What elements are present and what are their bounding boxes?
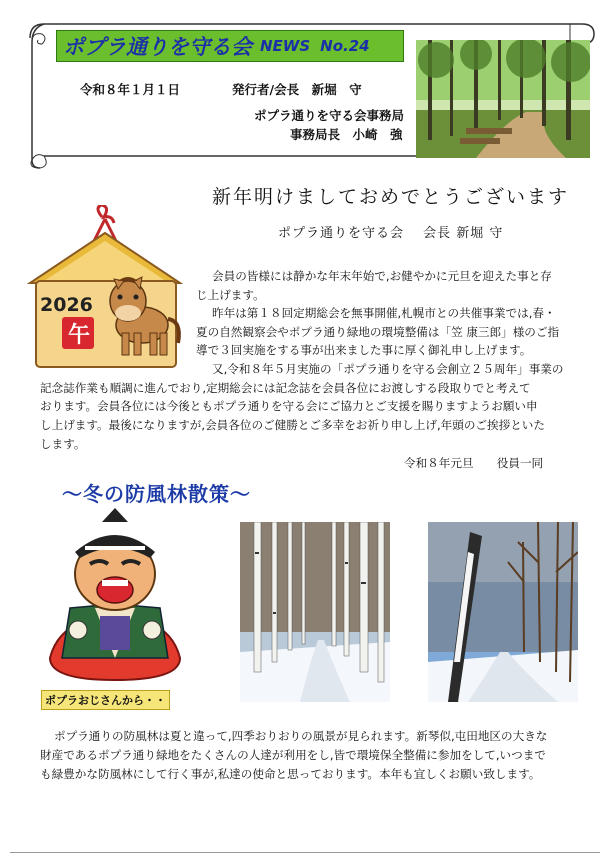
body-line: じ上げます。: [196, 288, 265, 302]
ema-zodiac: 午: [68, 323, 91, 348]
poplar-ojisan-illustration: [40, 508, 190, 688]
issue-number: No.24: [320, 37, 370, 55]
winter-birch-forest-photo: [240, 522, 390, 702]
ojisan-caption: ポプラおじさんから・・: [41, 690, 170, 710]
body-line: 記念誌作業も順調に進んでおり,定期総会には記念誌を会員各位にお渡しする段取りでと考えて: [40, 381, 531, 395]
office-name: ポプラ通りを守る会事務局: [254, 108, 405, 123]
winter-section-title: ～冬の防風林散策～: [62, 482, 251, 506]
publisher: 発行者/会長 新堀 守: [232, 82, 362, 97]
winter-text-line: ポプラ通りの防風林は夏と違って,四季おりおりの風景が見られます。新琴似,屯田地区の大きな: [54, 729, 548, 743]
body-line: 昨年は第１８回定期総会を無事開催,札幌市との共催事業では,春・: [212, 306, 556, 320]
newsletter-title-bar: [56, 30, 404, 62]
body-line: 夏の自然観察会やポプラ通り緑地の環境整備は「笠 康三郎」様のご指: [196, 325, 560, 339]
winter-forest-path-photo: [428, 522, 578, 702]
ema-year: 2026: [40, 294, 93, 316]
newsletter-news-label: NEWS: [260, 37, 311, 55]
ema-horse-illustration: [22, 205, 192, 370]
issue-date: 令和８年１月１日: [80, 82, 181, 97]
body-line: 会員の皆様には静かな年末年始で,お健やかに元旦を迎えた事と存: [212, 269, 552, 283]
winter-text-line: も緑豊かな防風林にして行く事が,私達の使命と思っております。本年も宜しくお願い致します。: [40, 767, 541, 781]
greeting-title: 新年明けましておめでとうございます: [212, 186, 570, 208]
forest-photo: [416, 40, 590, 158]
winter-text-line: 財産であるポプラ通り緑地をたくさんの人達が利用をし,皆で環境保全整備に参加をして,いつまで: [40, 748, 546, 762]
bottom-rule: [10, 852, 600, 853]
body-line: おります。会員各位には今後ともポプラ通りを守る会にご協力とご支援を賜りますようお願い申: [40, 399, 538, 413]
body-line: し上げます。最後になりますが,会員各位のご健勝とご多幸をお祈り申し上げ,年頭のご挨拶といた: [40, 418, 545, 432]
greeting-author: ポプラ通りを守る会 会長 新堀 守: [278, 226, 504, 241]
office-head: 事務局長 小崎 強: [290, 127, 403, 142]
body-line: 導で３回実施をする事が出来ました事に厚く御礼申し上げます。: [196, 343, 532, 357]
signature: 令和８年元旦 役員一同: [404, 456, 544, 470]
newsletter-title: ポプラ通りを守る会: [63, 35, 252, 59]
body-line: 又,令和８年５月実施の「ポプラ通りを守る会創立２５周年」事業の: [212, 362, 564, 376]
body-line: します。: [40, 437, 86, 451]
